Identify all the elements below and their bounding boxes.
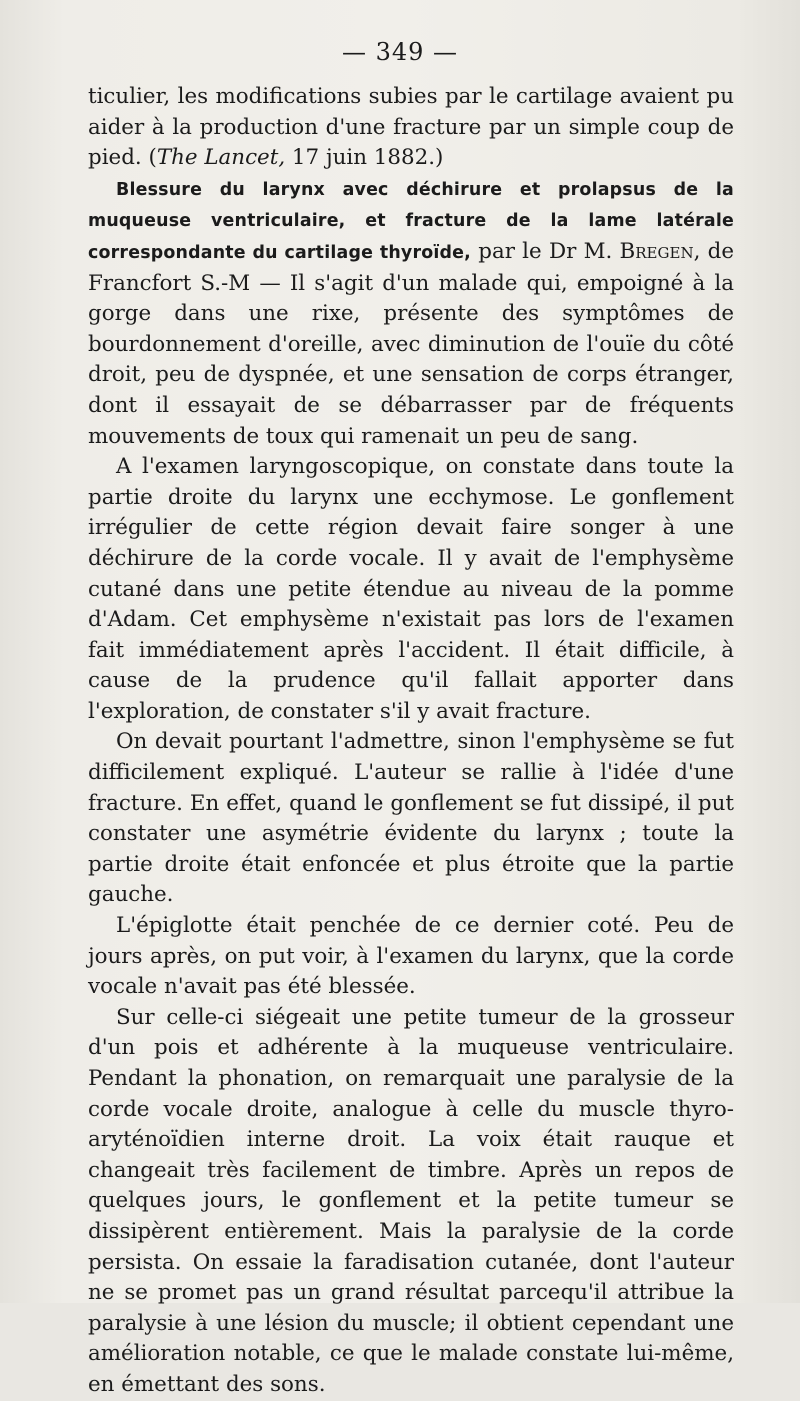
paragraph-1-text: ticulier, les modifications subies par le cartilage avaient pu aider à la production d'une fracture par un simple coup de pied. ( [88, 84, 734, 171]
paragraph-3: A l'examen laryngoscopique, on constate dans toute la partie droite du larynx une ecchymose. Le gonflement irrégulier de cette région devait faire songer à une déchirure de la corde vocale. Il y avait de l'emphysème cutané dans une petite étendue au niveau de la pomme d'Adam. Cet emphysème n'existait pas lors de l'examen fait immédiatement après l'accident. Il était difficile, à cause de la prudence qu'il fallait apporter dans l'exploration, de constater s'il y avait fracture. [88, 454, 734, 724]
paragraph-4: On devait pourtant l'admettre, sinon l'emphysème se fut difficilement expliqué. L'auteur se rallie à l'idée d'une fracture. En effet, quand le gonflement se fut dissipé, il put constater une asymétrie évidente du larynx ; toute la partie droite était enfoncée et plus étroite que la partie gauche. [88, 729, 734, 908]
paragraph-5: L'épiglotte était penchée de ce dernier coté. Peu de jours après, on put voir, à l'examen du larynx, que la corde vocale n'avait pas été blessée. [88, 913, 734, 1000]
section-heading: Blessure du larynx avec déchirure et prolapsus de la muqueuse ventriculaire, et fracture de la lame latérale correspondante du cartilage thyroïde, [88, 179, 734, 263]
paragraph-2 [88, 174, 734, 452]
source-journal: The Lancet, [156, 145, 286, 171]
paragraph-2-text: , de Francfort S.-M — Il s'agit d'un malade qui, empoigné à la gorge dans une rixe, présente des symptômes de bourdonnement d'oreille, avec diminution de l'ouïe du côté droit, peu de dyspnée, et une sensation de corps étranger, dont il essayait de se débarrasser par de fréquents mouvements de toux qui ramenait un peu de sang. [88, 238, 734, 449]
author-name: Bregen [619, 238, 694, 264]
body-text [88, 82, 734, 1401]
source-date: 17 juin 1882.) [285, 145, 444, 171]
paragraph-6: Sur celle-ci siégeait une petite tumeur de la grosseur d'un pois et adhérente à la muqueuse ventriculaire. Pendant la phonation, on remarquait une paralysie de la corde vocale droite, analogue à celle du muscle thyro-aryténoïdien interne droit. La voix était rauque et changeait très facilement de timbre. Après un repos de quelques jours, le gonflement et la petite tumeur se dissipèrent entièrement. Mais la paralysie de la corde persista. On essaie la faradisation cutanée, dont l'auteur ne se promet pas un grand résultat parcequ'il attribue la paralysie à une lésion du muscle; il obtient cependant une amélioration notable, ce que le malade constate lui-même, en émettant des sons. [88, 1004, 734, 1397]
paragraph-1 [88, 82, 734, 174]
page-number: — 349 — [341, 38, 459, 66]
author-prefix: par le Dr M. [470, 238, 620, 264]
